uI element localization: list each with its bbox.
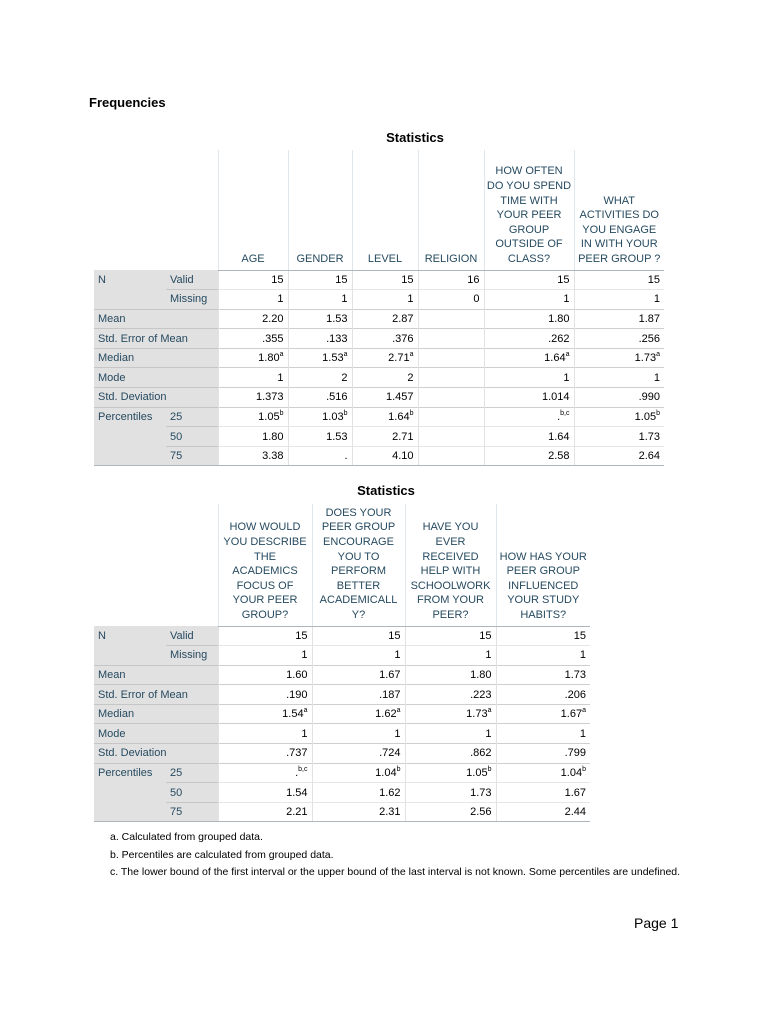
cell-value: 1 bbox=[485, 727, 492, 740]
row-sub-label: Valid bbox=[166, 270, 218, 290]
cell-value: 1 bbox=[563, 293, 570, 306]
footnote-marker: a bbox=[279, 351, 284, 359]
row-sub-label: 25 bbox=[166, 407, 218, 427]
cell-value: 1.73 bbox=[634, 352, 657, 365]
cell-value: .376 bbox=[392, 332, 414, 345]
table-cell bbox=[418, 270, 484, 290]
statistics-table-1 bbox=[94, 150, 664, 466]
cell-value: 1 bbox=[277, 371, 284, 384]
row-group-label bbox=[94, 646, 166, 666]
table2-title: Statistics bbox=[357, 483, 415, 498]
cell-value: .190 bbox=[286, 688, 308, 701]
table-cell bbox=[574, 309, 664, 329]
table-cell bbox=[484, 309, 574, 329]
table-cell bbox=[574, 290, 664, 310]
table-cell bbox=[574, 270, 664, 290]
table-cell bbox=[218, 685, 312, 705]
table-row bbox=[94, 270, 664, 290]
cell-value: 15 bbox=[573, 629, 586, 642]
table-cell bbox=[418, 446, 484, 466]
footnote-marker: a bbox=[565, 351, 570, 359]
footnote-marker: a bbox=[409, 351, 414, 359]
table-cell bbox=[288, 309, 352, 329]
cell-value: 1.53 bbox=[326, 312, 348, 325]
table-cell bbox=[288, 290, 352, 310]
table-cell bbox=[352, 290, 418, 310]
cell-value: 1 bbox=[394, 649, 401, 662]
table-cell bbox=[288, 368, 352, 388]
cell-value: .990 bbox=[638, 391, 660, 404]
table-cell bbox=[484, 290, 574, 310]
table-cell bbox=[352, 368, 418, 388]
row-label: Std. Deviation bbox=[94, 744, 218, 764]
table-cell bbox=[484, 388, 574, 408]
table-cell bbox=[574, 348, 664, 368]
cell-value: .133 bbox=[326, 332, 348, 345]
cell-value: 2.21 bbox=[286, 806, 308, 819]
column-header: LEVEL bbox=[352, 150, 418, 270]
cell-value: . bbox=[295, 766, 299, 779]
table-row bbox=[94, 802, 590, 822]
table-cell bbox=[418, 290, 484, 310]
cell-value: 2 bbox=[407, 371, 414, 384]
cell-value: .724 bbox=[379, 747, 401, 760]
cell-value: 2.20 bbox=[262, 312, 284, 325]
cell-value: 15 bbox=[401, 273, 414, 286]
cell-value: 1.04 bbox=[375, 766, 397, 779]
cell-value: . bbox=[557, 410, 561, 423]
row-label: Std. Deviation bbox=[94, 388, 218, 408]
cell-value: 2 bbox=[341, 371, 348, 384]
cell-value: 15 bbox=[388, 629, 401, 642]
row-label: Median bbox=[94, 704, 218, 724]
footnote-marker: b bbox=[396, 765, 401, 773]
table-row bbox=[94, 407, 664, 427]
table-row bbox=[94, 685, 590, 705]
cell-value: 1.373 bbox=[255, 391, 284, 404]
cell-value: 1 bbox=[653, 371, 660, 384]
table-cell bbox=[405, 802, 496, 822]
column-header: DOES YOUR PEER GROUP ENCOURAGE YOU TO PERFORM BETTER ACADEMICALL Y? bbox=[312, 504, 405, 626]
table-cell bbox=[484, 270, 574, 290]
cell-value: 15 bbox=[647, 273, 660, 286]
cell-value: 1.73 bbox=[466, 708, 488, 721]
table-cell bbox=[288, 348, 352, 368]
row-sub-label: 75 bbox=[166, 802, 218, 822]
table-row bbox=[94, 646, 590, 666]
cell-value: 15 bbox=[335, 273, 348, 286]
table-cell bbox=[312, 646, 405, 666]
cell-value: 1 bbox=[301, 727, 308, 740]
table1-title: Statistics bbox=[386, 130, 444, 145]
cell-value: 1.04 bbox=[560, 766, 583, 779]
table-cell bbox=[312, 685, 405, 705]
footnote-marker: b bbox=[343, 409, 348, 417]
cell-value: .262 bbox=[548, 332, 570, 345]
table-cell bbox=[418, 427, 484, 447]
cell-value: 1.53 bbox=[326, 430, 348, 443]
table-row bbox=[94, 388, 664, 408]
cell-value: . bbox=[344, 450, 348, 463]
table-cell bbox=[352, 329, 418, 349]
table-cell bbox=[218, 724, 312, 744]
table-cell bbox=[484, 446, 574, 466]
footnote-marker: b,c bbox=[298, 765, 308, 773]
table-cell bbox=[496, 646, 590, 666]
table-cell bbox=[418, 309, 484, 329]
table-row bbox=[94, 763, 590, 783]
cell-value: 1.80 bbox=[262, 430, 284, 443]
cell-value: 1 bbox=[407, 293, 414, 306]
frequencies-heading: Frequencies bbox=[89, 95, 166, 110]
table-row bbox=[94, 446, 664, 466]
table-cell bbox=[484, 348, 574, 368]
table-cell bbox=[218, 368, 288, 388]
table-cell bbox=[484, 329, 574, 349]
cell-value: 4.10 bbox=[392, 450, 414, 463]
cell-value: .187 bbox=[379, 688, 401, 701]
cell-value: 1 bbox=[563, 371, 570, 384]
column-header: HAVE YOU EVER RECEIVED HELP WITH SCHOOLWORK FROM YOUR PEER? bbox=[405, 504, 496, 626]
cell-value: 0 bbox=[473, 293, 480, 306]
table-cell bbox=[352, 309, 418, 329]
footnote-marker: a bbox=[487, 707, 492, 715]
cell-value: 1.87 bbox=[638, 312, 660, 325]
cell-value: 1 bbox=[301, 649, 308, 662]
table-cell bbox=[496, 626, 590, 646]
table-cell bbox=[574, 388, 664, 408]
table-cell bbox=[288, 446, 352, 466]
table-row bbox=[94, 783, 590, 803]
row-sub-label: Missing bbox=[166, 646, 218, 666]
table-cell bbox=[418, 407, 484, 427]
table-cell bbox=[218, 626, 312, 646]
table-cell bbox=[574, 368, 664, 388]
row-group-label bbox=[94, 427, 166, 447]
row-sub-label: 50 bbox=[166, 783, 218, 803]
cell-value: .223 bbox=[470, 688, 492, 701]
cell-value: 1.73 bbox=[638, 430, 660, 443]
page-number: Page 1 bbox=[634, 915, 679, 931]
table-row bbox=[94, 626, 590, 646]
footnote-marker: a bbox=[656, 351, 660, 359]
cell-value: 15 bbox=[271, 273, 284, 286]
table-cell bbox=[496, 802, 590, 822]
table-cell bbox=[288, 427, 352, 447]
cell-value: 2.58 bbox=[548, 450, 570, 463]
footnote-marker: a bbox=[343, 351, 348, 359]
table-cell bbox=[496, 744, 590, 764]
table-cell bbox=[288, 388, 352, 408]
cell-value: 1.67 bbox=[379, 668, 401, 681]
table-cell bbox=[574, 329, 664, 349]
table-cell bbox=[405, 783, 496, 803]
footnote-marker: b,c bbox=[560, 409, 570, 417]
cell-value: 1.05 bbox=[634, 410, 657, 423]
table-cell bbox=[418, 329, 484, 349]
cell-value: 1 bbox=[277, 293, 284, 306]
table-row bbox=[94, 744, 590, 764]
cell-value: 1.54 bbox=[282, 708, 304, 721]
table-cell bbox=[218, 704, 312, 724]
footnote-a: a. Calculated from grouped data. bbox=[110, 831, 263, 843]
row-group-label bbox=[94, 446, 166, 466]
footnote-marker: b bbox=[409, 409, 414, 417]
cell-value: 1.457 bbox=[385, 391, 414, 404]
row-group-label: Percentiles bbox=[94, 763, 166, 783]
table-row bbox=[94, 665, 590, 685]
table-cell bbox=[496, 665, 590, 685]
row-label: Mean bbox=[94, 665, 218, 685]
table-cell bbox=[352, 270, 418, 290]
table-row bbox=[94, 724, 590, 744]
footnote-marker: a bbox=[303, 707, 308, 715]
table-cell bbox=[484, 427, 574, 447]
cell-value: 1.80 bbox=[258, 352, 280, 365]
footnotes bbox=[110, 829, 680, 882]
cell-value: 1.014 bbox=[541, 391, 570, 404]
footnote-marker: b bbox=[656, 409, 660, 417]
row-sub-label: 25 bbox=[166, 763, 218, 783]
cell-value: 1.64 bbox=[548, 430, 570, 443]
cell-value: 1.60 bbox=[286, 668, 308, 681]
table-cell bbox=[312, 704, 405, 724]
row-group-label: N bbox=[94, 626, 166, 646]
row-label: Mean bbox=[94, 309, 218, 329]
table-cell bbox=[496, 724, 590, 744]
table-cell bbox=[312, 783, 405, 803]
footnote-b: b. Percentiles are calculated from grouped data. bbox=[110, 848, 334, 861]
row-sub-label: Missing bbox=[166, 290, 218, 310]
row-sub-label: 75 bbox=[166, 446, 218, 466]
cell-value: 1.67 bbox=[564, 786, 586, 799]
table-row bbox=[94, 348, 664, 368]
column-header: HOW HAS YOUR PEER GROUP INFLUENCED YOUR STUDY HABITS? bbox=[496, 504, 590, 626]
table-cell bbox=[218, 329, 288, 349]
column-header: WHAT ACTIVITIES DO YOU ENGAGE IN WITH YOUR PEER GROUP ? bbox=[574, 150, 664, 270]
cell-value: 2.71 bbox=[388, 352, 410, 365]
table-cell bbox=[218, 290, 288, 310]
table-cell bbox=[405, 665, 496, 685]
row-label: Median bbox=[94, 348, 218, 368]
cell-value: 1.67 bbox=[560, 708, 583, 721]
cell-value: 1.05 bbox=[466, 766, 488, 779]
table-cell bbox=[218, 270, 288, 290]
cell-value: .737 bbox=[286, 747, 308, 760]
table-cell bbox=[352, 446, 418, 466]
table-cell bbox=[574, 407, 664, 427]
cell-value: 1.64 bbox=[388, 410, 410, 423]
table-cell bbox=[405, 744, 496, 764]
table-row bbox=[94, 427, 664, 447]
cell-value: 16 bbox=[467, 273, 480, 286]
cell-value: .516 bbox=[326, 391, 348, 404]
table-cell bbox=[405, 763, 496, 783]
cell-value: 1.73 bbox=[470, 786, 492, 799]
cell-value: 15 bbox=[479, 629, 492, 642]
table-cell bbox=[218, 783, 312, 803]
cell-value: 15 bbox=[295, 629, 308, 642]
cell-value: .256 bbox=[638, 332, 660, 345]
cell-value: 1 bbox=[653, 293, 660, 306]
cell-value: 2.87 bbox=[392, 312, 414, 325]
footnote-marker: a bbox=[396, 707, 401, 715]
cell-value: 2.56 bbox=[470, 806, 492, 819]
column-header: HOW WOULD YOU DESCRIBE THE ACADEMICS FOCUS OF YOUR PEER GROUP? bbox=[218, 504, 312, 626]
row-label: Mode bbox=[94, 724, 218, 744]
table-cell bbox=[288, 329, 352, 349]
table-cell bbox=[218, 427, 288, 447]
table-cell bbox=[218, 309, 288, 329]
cell-value: 2.44 bbox=[564, 806, 586, 819]
cell-value: 3.38 bbox=[262, 450, 284, 463]
row-group-label: Percentiles bbox=[94, 407, 166, 427]
table-cell bbox=[352, 427, 418, 447]
statistics-table-2 bbox=[94, 504, 590, 822]
row-label: Std. Error of Mean bbox=[94, 685, 218, 705]
row-group-label bbox=[94, 802, 166, 822]
table-cell bbox=[218, 646, 312, 666]
cell-value: .355 bbox=[262, 332, 284, 345]
table-cell bbox=[405, 724, 496, 744]
row-label: Mode bbox=[94, 368, 218, 388]
footnote-marker: a bbox=[582, 707, 586, 715]
table-cell bbox=[484, 368, 574, 388]
table-cell bbox=[312, 724, 405, 744]
row-group-label bbox=[94, 783, 166, 803]
cell-value: .206 bbox=[564, 688, 586, 701]
table-cell bbox=[218, 744, 312, 764]
row-sub-label: Valid bbox=[166, 626, 218, 646]
table-row bbox=[94, 704, 590, 724]
table-cell bbox=[574, 427, 664, 447]
cell-value: 1.54 bbox=[286, 786, 308, 799]
cell-value: 1.62 bbox=[379, 786, 401, 799]
column-header: HOW OFTEN DO YOU SPEND TIME WITH YOUR PEER GROUP OUTSIDE OF CLASS? bbox=[484, 150, 574, 270]
cell-value: 1.03 bbox=[322, 410, 344, 423]
column-header: GENDER bbox=[288, 150, 352, 270]
column-header: RELIGION bbox=[418, 150, 484, 270]
table-cell bbox=[496, 704, 590, 724]
table-cell bbox=[574, 446, 664, 466]
table-row bbox=[94, 329, 664, 349]
cell-value: 1.64 bbox=[544, 352, 566, 365]
table-cell bbox=[496, 763, 590, 783]
table-cell bbox=[218, 446, 288, 466]
table-cell bbox=[218, 802, 312, 822]
table-cell bbox=[312, 802, 405, 822]
table-row bbox=[94, 368, 664, 388]
row-group-label: N bbox=[94, 270, 166, 290]
table-cell bbox=[312, 626, 405, 646]
table-cell bbox=[484, 407, 574, 427]
cell-value: 1.53 bbox=[322, 352, 344, 365]
cell-value: 1 bbox=[579, 649, 586, 662]
table-cell bbox=[288, 407, 352, 427]
cell-value: 1.80 bbox=[548, 312, 570, 325]
table-cell bbox=[352, 388, 418, 408]
footnote-marker: b bbox=[582, 765, 586, 773]
table-cell bbox=[496, 783, 590, 803]
column-header: AGE bbox=[218, 150, 288, 270]
cell-value: 1.73 bbox=[564, 668, 586, 681]
cell-value: 2.64 bbox=[638, 450, 660, 463]
cell-value: 1 bbox=[579, 727, 586, 740]
cell-value: 1 bbox=[485, 649, 492, 662]
row-sub-label: 50 bbox=[166, 427, 218, 447]
cell-value: 1.80 bbox=[470, 668, 492, 681]
cell-value: 2.71 bbox=[392, 430, 414, 443]
table-cell bbox=[405, 704, 496, 724]
table-cell bbox=[352, 348, 418, 368]
table-cell bbox=[418, 388, 484, 408]
table-cell bbox=[312, 744, 405, 764]
table-cell bbox=[288, 270, 352, 290]
table-cell bbox=[312, 665, 405, 685]
cell-value: 2.31 bbox=[379, 806, 401, 819]
footnote-marker: b bbox=[279, 409, 284, 417]
table-cell bbox=[218, 388, 288, 408]
cell-value: .862 bbox=[470, 747, 492, 760]
cell-value: 1 bbox=[341, 293, 348, 306]
table-cell bbox=[218, 763, 312, 783]
table-cell bbox=[418, 368, 484, 388]
cell-value: .799 bbox=[564, 747, 586, 760]
cell-value: 15 bbox=[557, 273, 570, 286]
table-cell bbox=[218, 348, 288, 368]
table-cell bbox=[218, 665, 312, 685]
table-cell bbox=[418, 348, 484, 368]
table-cell bbox=[405, 685, 496, 705]
table-cell bbox=[218, 407, 288, 427]
footnote-marker: b bbox=[487, 765, 492, 773]
table-row bbox=[94, 290, 664, 310]
cell-value: 1 bbox=[394, 727, 401, 740]
row-group-label bbox=[94, 290, 166, 310]
footnote-c: c. The lower bound of the first interval or the upper bound of the last interval is not known. Some percentiles are undefined. bbox=[110, 866, 681, 878]
table-cell bbox=[496, 685, 590, 705]
table-row bbox=[94, 309, 664, 329]
cell-value: 1.05 bbox=[258, 410, 280, 423]
table-cell bbox=[405, 646, 496, 666]
table-cell bbox=[312, 763, 405, 783]
row-label: Std. Error of Mean bbox=[94, 329, 218, 349]
table-cell bbox=[405, 626, 496, 646]
cell-value: 1.62 bbox=[375, 708, 397, 721]
table-cell bbox=[352, 407, 418, 427]
